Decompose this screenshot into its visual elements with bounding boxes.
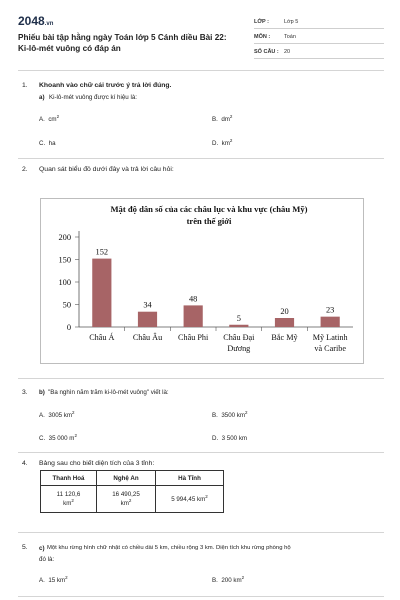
option-value: 3005 km <box>48 412 73 420</box>
question-prefix: b) <box>39 389 45 396</box>
chart-bar <box>184 305 203 327</box>
sub-prefix: a) <box>39 94 45 101</box>
header-divider <box>18 70 384 71</box>
cell-sup: 2 <box>205 494 208 500</box>
cell-line: 11 120,6 <box>56 490 81 498</box>
x-tick-label: Châu Âu <box>132 333 163 342</box>
option-sup: 2 <box>241 575 245 580</box>
cell-value: 5 994,45 km <box>171 496 206 504</box>
option-sup: 2 <box>72 410 75 415</box>
data-label: 34 <box>143 300 152 310</box>
x-tick-label: Châu Phi <box>178 333 209 342</box>
option-a[interactable] <box>39 410 75 419</box>
meta-value: 20 <box>284 49 291 55</box>
option-value: 15 km <box>48 577 66 585</box>
data-label: 23 <box>325 305 335 315</box>
x-tick-label: Châu Á <box>89 333 115 342</box>
option-value: 35 000 m <box>48 435 75 443</box>
divider <box>18 158 384 159</box>
meta-value: Lớp 5 <box>284 19 299 25</box>
data-label: 48 <box>188 294 198 304</box>
chart-title: Mật độ dân số của các châu lục và khu vực (châu Mỹ) <box>110 204 308 214</box>
chart-bar <box>321 317 340 327</box>
option-letter: B. <box>212 577 218 585</box>
option-b[interactable] <box>212 410 248 419</box>
option-sup: 2 <box>65 575 68 580</box>
meta-class <box>254 16 384 29</box>
data-label: 20 <box>280 307 289 316</box>
chart-bar <box>275 318 294 327</box>
y-tick-label: 0 <box>66 323 71 332</box>
option-letter: B. <box>212 412 218 420</box>
option-sup: 2 <box>74 433 77 438</box>
option-d[interactable] <box>212 433 247 442</box>
option-value: cm <box>48 116 57 124</box>
population-density-chart <box>41 199 363 363</box>
y-tick-label: 150 <box>58 255 71 265</box>
option-c[interactable] <box>39 433 77 442</box>
option-c[interactable] <box>39 138 56 147</box>
divider <box>18 532 384 533</box>
option-b[interactable] <box>212 575 244 584</box>
meta-label: LỚP : <box>254 19 269 25</box>
option-value: 3 500 km <box>221 435 248 443</box>
meta-subject <box>254 31 384 44</box>
table-header: Hà Tĩnh <box>156 471 224 486</box>
option-sup: 2 <box>56 114 60 119</box>
y-tick-label: 50 <box>62 300 71 310</box>
table-header: Thanh Hoá <box>41 471 97 486</box>
question-number: 3. <box>22 389 28 396</box>
question-text: Khoanh vào chữ cái trước ý trả lời đúng. <box>39 82 172 89</box>
x-tick-label: Bắc Mỹ <box>271 333 298 342</box>
table-cell <box>97 486 156 513</box>
option-value: km <box>221 140 230 148</box>
option-d[interactable] <box>212 138 232 147</box>
option-letter: C. <box>39 435 46 443</box>
table-header-row <box>41 471 224 486</box>
table-header: Nghệ An <box>97 471 156 486</box>
option-letter: C. <box>39 140 46 148</box>
option-letter: A. <box>39 116 45 124</box>
divider <box>18 452 384 453</box>
question-number: 1. <box>22 82 28 89</box>
question-text: "Ba nghìn năm trăm ki-lô-mét vuông" viết là: <box>48 389 169 396</box>
meta-label: SỐ CÂU : <box>254 49 279 55</box>
y-tick-label: 100 <box>58 278 71 287</box>
x-tick-label: và Caribe <box>314 344 346 353</box>
x-tick-label: Dương <box>227 344 251 353</box>
y-tick-labels <box>58 233 71 332</box>
area-table <box>40 470 224 513</box>
sub-text: Ki-lô-mét vuông được kí hiệu là: <box>49 94 137 101</box>
option-sup: 2 <box>229 138 233 143</box>
meta-count <box>254 46 384 59</box>
option-value: 3500 km <box>221 412 246 420</box>
meta-value: Toán <box>284 34 296 40</box>
option-b[interactable] <box>212 114 232 123</box>
option-value: ha <box>48 140 56 148</box>
site-logo <box>18 14 53 28</box>
cell-unit: km <box>120 500 129 508</box>
chart-frame <box>40 198 364 364</box>
page-title: Phiếu bài tập hằng ngày Toán lớp 5 Cánh diều Bài 22: Ki-lô-mét vuông có đáp án <box>18 33 227 53</box>
chart-subtitle: trên thế giới <box>186 216 232 226</box>
table-cell <box>156 486 224 513</box>
question-number: 5. <box>22 544 28 551</box>
option-letter: D. <box>212 435 219 443</box>
option-letter: D. <box>212 140 219 148</box>
data-labels <box>96 248 335 323</box>
data-label: 152 <box>95 247 109 257</box>
x-tick-label: Châu Đại <box>223 333 255 342</box>
logo-suffix: .vn <box>44 21 54 27</box>
chart-bar <box>229 325 248 327</box>
logo-text: 2048 <box>18 14 45 28</box>
chart-axes <box>75 231 353 331</box>
option-a[interactable] <box>39 114 59 123</box>
option-letter: A. <box>39 577 45 585</box>
option-letter: B. <box>212 116 218 124</box>
question-text: Bảng sau cho biết diện tích của 3 tỉnh: <box>39 460 155 467</box>
option-a[interactable] <box>39 575 68 584</box>
divider <box>18 378 384 379</box>
option-sup: 2 <box>245 410 248 415</box>
option-value: 200 km <box>221 577 242 585</box>
divider <box>18 596 384 597</box>
data-label: 5 <box>236 313 241 323</box>
question-text: Một khu rừng hình chữ nhật có chiều dài 5 km, chiều rộng 3 km. Diện tích khu rừng phòng hộ <box>47 545 291 551</box>
option-letter: A. <box>39 412 45 420</box>
chart-bar <box>92 259 111 327</box>
question-number: 2. <box>22 166 28 173</box>
cell-unit: km <box>63 500 72 508</box>
cell-sup: 2 <box>71 497 74 503</box>
question-text: Quan sát biểu đồ dưới đây và trả lời câu hỏi: <box>39 166 174 173</box>
meta-label: MÔN : <box>254 34 271 40</box>
chart-bars <box>92 259 340 327</box>
option-value: dm <box>221 116 230 124</box>
question-number: 4. <box>22 460 28 467</box>
x-tick-labels <box>89 332 347 353</box>
y-tick-label: 200 <box>58 233 71 242</box>
x-tick-label: Mỹ Latinh <box>312 333 348 342</box>
cell-sup: 2 <box>128 497 132 503</box>
chart-bar <box>138 312 157 327</box>
question-prefix: c) <box>39 545 45 552</box>
option-sup: 2 <box>229 114 233 119</box>
question-text-cont: đó là: <box>39 556 55 563</box>
table-cell <box>41 486 97 513</box>
table-row <box>41 486 224 513</box>
cell-line: 16 490,25 <box>112 490 140 498</box>
